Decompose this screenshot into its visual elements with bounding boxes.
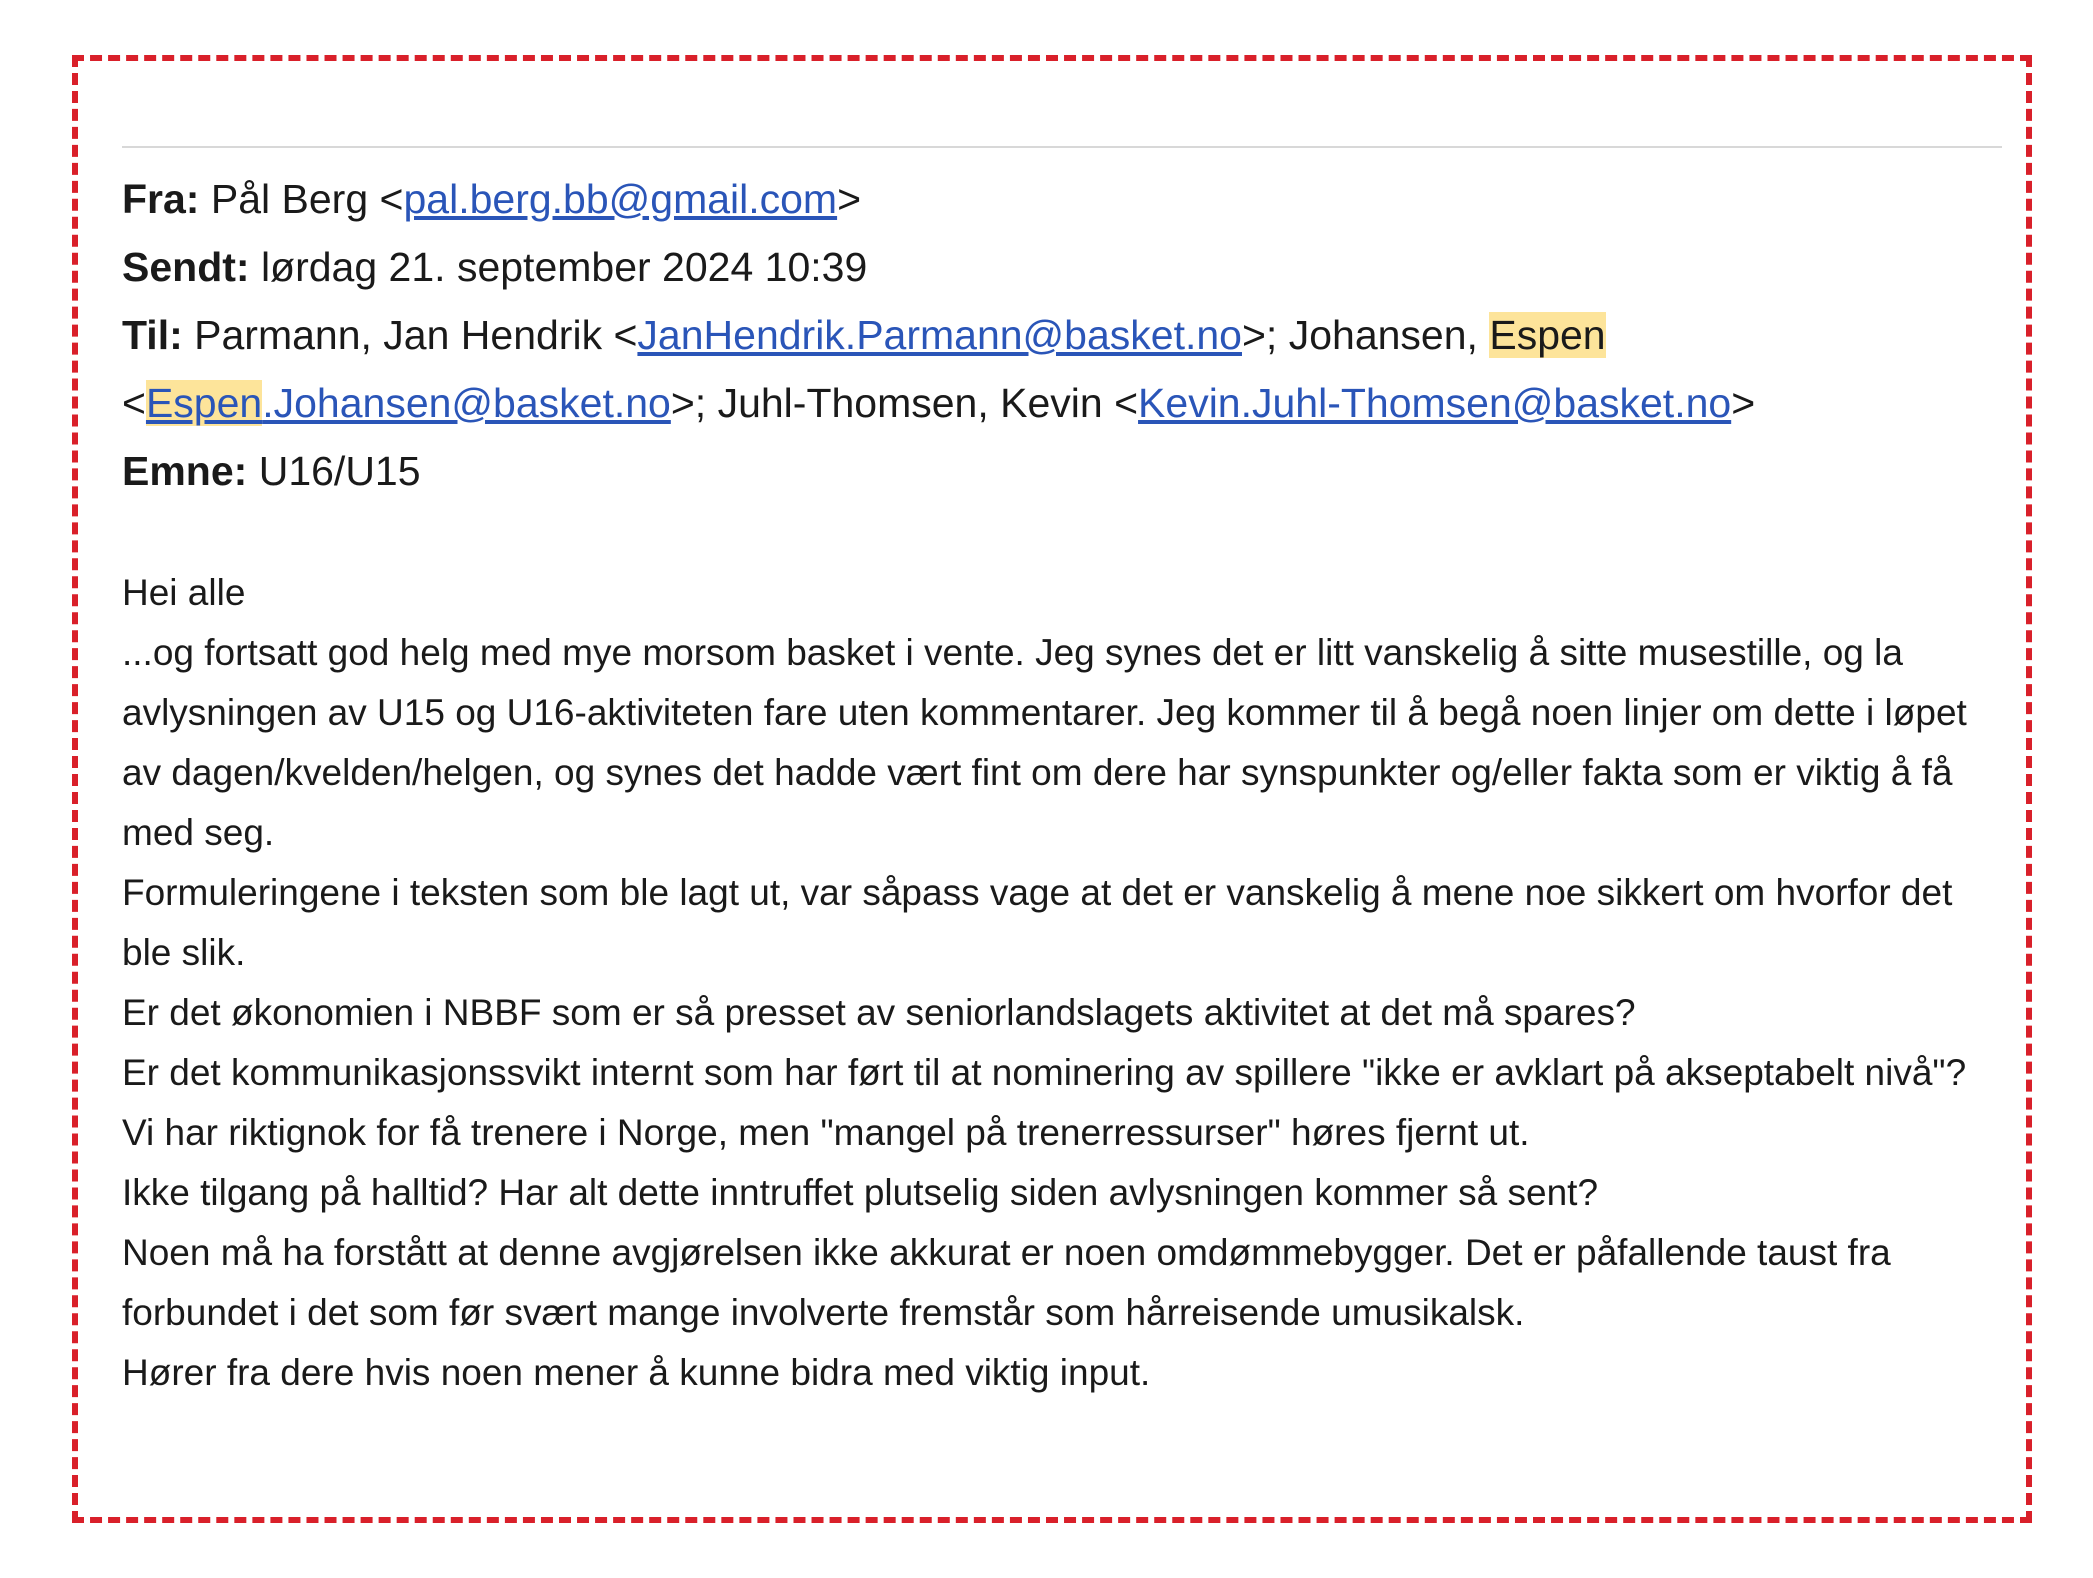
to-line-continued: <Espen.Johansen@basket.no>; Juhl-Thomsen, Kevin <Kevin.Juhl-Thomsen@basket.no> <box>122 380 1756 426</box>
to-line: Til: Parmann, Jan Hendrik <JanHendrik.Parmann@basket.no>; Johansen, Espen <box>122 312 1606 358</box>
recipient-email-link[interactable]: JanHendrik.Parmann@basket.no <box>637 312 1242 358</box>
subject-value: U16/U15 <box>258 448 421 494</box>
subject-label: Emne: <box>122 448 248 494</box>
recipient-name: Parmann, Jan Hendrik <box>194 312 603 358</box>
body-paragraph: Formuleringene i teksten som ble lagt ut, var såpass vage at det er vanskelig å mene noe sikkert om hvorfor det ble slik. <box>122 872 1953 973</box>
subject-line <box>122 437 2002 505</box>
from-email-link[interactable]: pal.berg.bb@gmail.com <box>403 176 838 222</box>
search-highlight: Espen <box>1489 312 1606 358</box>
search-highlight: Espen <box>145 380 263 426</box>
body-paragraph: Vi har riktignok for få trenere i Norge, men "mangel på trenerressurser" høres fjernt ut. <box>122 1112 1530 1153</box>
email-header <box>122 165 2002 505</box>
recipient-email-link[interactable] <box>146 380 671 426</box>
body-paragraph: Hører fra dere hvis noen mener å kunne bidra med viktig input. <box>122 1352 1151 1393</box>
to-label: Til: <box>122 312 183 358</box>
recipient-name: Johansen, <box>1288 312 1478 358</box>
sent-label: Sendt: <box>122 244 250 290</box>
sent-value: lørdag 21. september 2024 10:39 <box>260 244 868 290</box>
body-paragraph: Ikke tilgang på halltid? Har alt dette inntruffet plutselig siden avlysningen kommer så sent? <box>122 1172 1599 1213</box>
from-label: Fra: <box>122 176 200 222</box>
header-divider <box>122 146 2002 148</box>
body-paragraph: Hei alle <box>122 572 246 613</box>
recipient-email-link[interactable]: Kevin.Juhl-Thomsen@basket.no <box>1138 380 1732 426</box>
body-paragraph: Noen må ha forstått at denne avgjørelsen ikke akkurat er noen omdømmebygger. Det er påfallende taust fra forbundet i det som før svært mange involverte fremstår som hårreisende umusikalsk. <box>122 1232 1891 1333</box>
email-body <box>122 563 2012 1403</box>
recipient-name: Juhl-Thomsen, Kevin <box>717 380 1103 426</box>
body-paragraph: Er det økonomien i NBBF som er så presset av seniorlandslagets aktivitet at det må spares? <box>122 992 1636 1033</box>
recipient-email-rest: .Johansen@basket.no <box>262 380 671 426</box>
body-paragraph: ...og fortsatt god helg med mye morsom basket i vente. Jeg synes det er litt vanskelig å sitte musestille, og la avlysningen av U15 og U16-aktiviteten fare uten kommentarer. Jeg kommer til å begå noen linjer om dette i løpet av dagen/kvelden/helgen, og synes det hadde vært fint om dere har synspunkter og/eller fakta som er viktig å få med seg. <box>122 632 1967 853</box>
body-paragraph: Er det kommunikasjonssvikt internt som har ført til at nominering av spillere "ikke er avklart på akseptabelt nivå"? <box>122 1052 1967 1093</box>
from-name: Pål Berg <box>210 176 369 222</box>
sent-line <box>122 233 2002 301</box>
from-line: Fra: Pål Berg <pal.berg.bb@gmail.com> <box>122 176 862 222</box>
